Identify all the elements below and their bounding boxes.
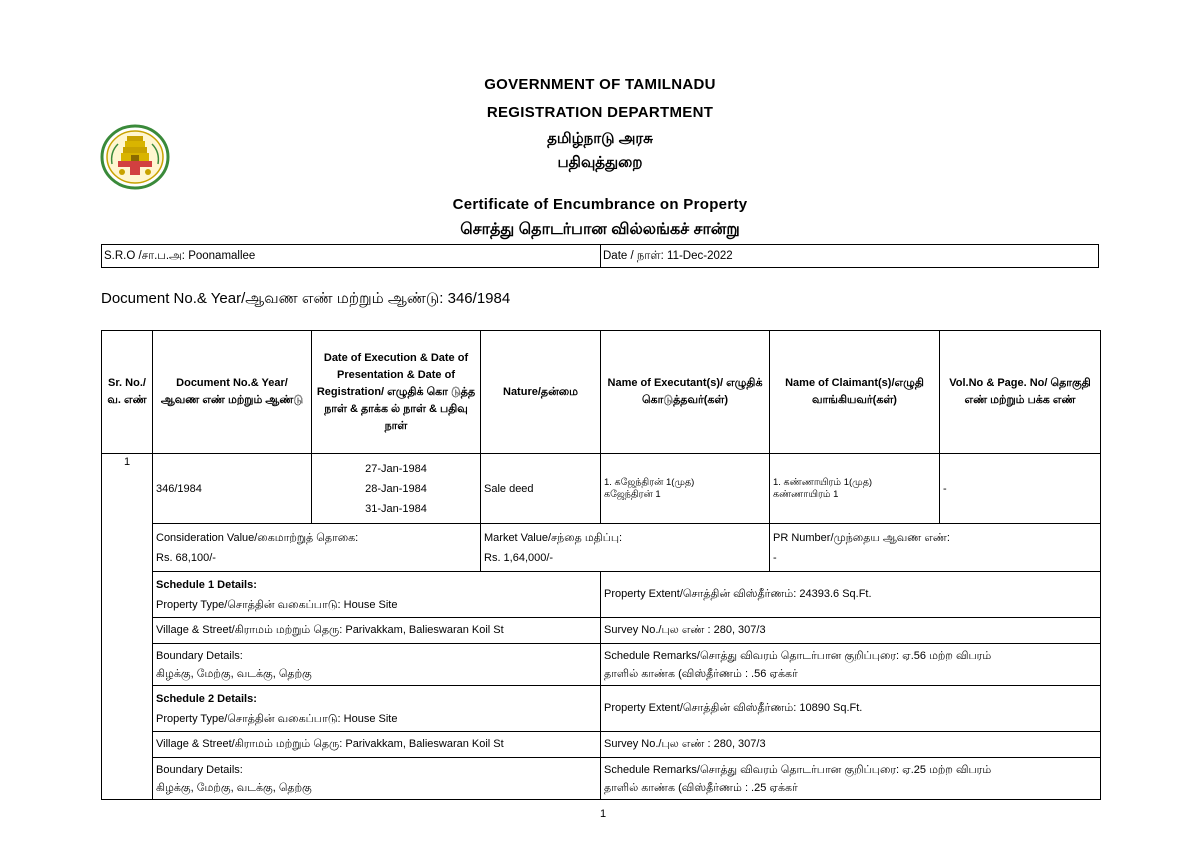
market-value-value: Rs. 1,64,000/-	[484, 551, 554, 564]
schedule-1-row-b	[102, 618, 1101, 644]
executant-line-2: கஜேந்திரன் 1	[604, 488, 661, 500]
consideration-value: Rs. 68,100/-	[156, 551, 216, 564]
schedule-1-boundary-value: கிழக்கு, மேற்கு, வடக்கு, தெற்கு	[156, 667, 312, 680]
schedule-1-remarks-line-2: தாளில் காண்க (விஸ்தீர்ணம் : .56 ஏக்கர்	[604, 667, 798, 680]
header-document-no: Document No.& Year/ ஆவண எண் மற்றும் ஆண்டு	[153, 331, 312, 454]
schedule-2-remarks	[601, 758, 1101, 800]
consideration-label: Consideration Value/கைமாற்றுத் தொகை:	[156, 531, 359, 544]
schedule-1-title: Schedule 1 Details:	[156, 578, 257, 591]
tamilnadu-emblem-icon	[100, 124, 170, 190]
header-dates: Date of Execution & Date of Presentation & Date of Registration/ எழுதிக் கொ டுத்த நாள் & தாக்க ல் நாள் & பதிவு நாள்	[312, 331, 481, 454]
row-sr-spacer	[102, 524, 153, 572]
schedule-1-row-c	[102, 644, 1101, 686]
row-sr-spacer	[102, 732, 153, 758]
schedule-2-survey: Survey No./புல எண் : 280, 307/3	[601, 732, 1101, 758]
header-vol-page: Vol.No & Page. No/ தொகுதி எண் மற்றும் பக்க எண்	[940, 331, 1101, 454]
document-number-year: Document No.& Year/ஆவண எண் மற்றும் ஆண்டு: 346/1984	[101, 290, 511, 307]
schedule-2-row-b	[102, 732, 1101, 758]
schedule-2-row-c	[102, 758, 1101, 800]
row-claimant	[770, 454, 940, 524]
schedule-2-boundary	[153, 758, 601, 800]
consideration-cell	[153, 524, 481, 572]
encumbrance-table	[101, 330, 1101, 800]
schedule-2-type-cell	[153, 686, 601, 732]
schedule-1-remarks-line-1: Schedule Remarks/சொத்து விவரம் தொடர்பான குறிப்புரை: ஏ.56 மற்ற விபரம்	[604, 649, 992, 662]
header-executant: Name of Executant(s)/ எழுதிக் கொடுத்தவர்(கள்)	[601, 331, 770, 454]
value-row	[102, 524, 1101, 572]
header-nature: Nature/தன்மை	[481, 331, 601, 454]
schedule-1-remarks	[601, 644, 1101, 686]
header-sr-no: Sr. No./ வ. எண்	[102, 331, 153, 454]
row-sr-spacer	[102, 644, 153, 686]
row-sr-no: 1	[102, 454, 153, 524]
row-nature: Sale deed	[481, 454, 601, 524]
schedule-1-row-a	[102, 572, 1101, 618]
row-sr-spacer	[102, 758, 153, 800]
sro-office: S.R.O /சா.ப.அ: Poonamallee	[104, 250, 256, 262]
sro-divider	[600, 245, 601, 267]
schedule-1-extent: Property Extent/சொத்தின் விஸ்தீர்ணம்: 24393.6 Sq.Ft.	[601, 572, 1101, 618]
row-document-no: 346/1984	[153, 454, 312, 524]
date-registration: 31-Jan-1984	[365, 502, 427, 515]
sro-date: Date / நாள்: 11-Dec-2022	[603, 250, 733, 262]
table-row	[102, 454, 1101, 524]
schedule-1-type-cell	[153, 572, 601, 618]
schedule-2-remarks-line-2: தாளில் காண்க (விஸ்தீர்ணம் : .25 ஏக்கர்	[604, 781, 798, 794]
schedule-2-remarks-line-1: Schedule Remarks/சொத்து விவரம் தொடர்பான குறிப்புரை: ஏ.25 மற்ற விபரம்	[604, 763, 992, 776]
schedule-1-survey: Survey No./புல எண் : 280, 307/3	[601, 618, 1101, 644]
schedule-1-boundary	[153, 644, 601, 686]
table-header-row	[102, 331, 1101, 454]
claimant-line-1: 1. கண்ணாயிரம் 1(முத)	[773, 476, 873, 488]
schedule-2-property-type: Property Type/சொத்தின் வகைப்பாடு: House Site	[156, 712, 398, 725]
pr-number-label: PR Number/முந்தைய ஆவண எண்:	[773, 531, 950, 544]
header-government-tamil: தமிழ்நாடு அரசு	[547, 130, 653, 147]
row-dates	[312, 454, 481, 524]
certificate-title: Certificate of Encumbrance on Property	[452, 196, 748, 213]
row-sr-spacer	[102, 686, 153, 732]
schedule-1-property-type: Property Type/சொத்தின் வகைப்பாடு: House Site	[156, 598, 398, 611]
pr-number-cell	[770, 524, 1101, 572]
row-sr-spacer	[102, 572, 153, 618]
row-sr-spacer	[102, 618, 153, 644]
schedule-1-village: Village & Street/கிராமம் மற்றும் தெரு: Parivakkam, Balieswaran Koil St	[153, 618, 601, 644]
certificate-title-tamil: சொத்து தொடர்பான வில்லங்கச் சான்று	[460, 221, 740, 238]
schedule-2-village: Village & Street/கிராமம் மற்றும் தெரு: Parivakkam, Balieswaran Koil St	[153, 732, 601, 758]
header-department: REGISTRATION DEPARTMENT	[486, 104, 714, 121]
schedule-2-boundary-value: கிழக்கு, மேற்கு, வடக்கு, தெற்கு	[156, 781, 312, 794]
executant-line-1: 1. கஜேந்திரன் 1(முத)	[604, 476, 695, 488]
row-vol-page: -	[940, 454, 1101, 524]
schedule-2-extent: Property Extent/சொத்தின் விஸ்தீர்ணம்: 10890 Sq.Ft.	[601, 686, 1101, 732]
schedule-2-row-a	[102, 686, 1101, 732]
schedule-1-boundary-label: Boundary Details:	[156, 649, 243, 662]
pr-number-value: -	[773, 551, 777, 564]
date-execution: 27-Jan-1984	[365, 462, 427, 475]
header-claimant: Name of Claimant(s)/எழுதி வாங்கியவர்(கள்)	[770, 331, 940, 454]
sro-bar	[101, 244, 1099, 268]
market-value-cell	[481, 524, 770, 572]
schedule-2-boundary-label: Boundary Details:	[156, 763, 243, 776]
header-government: GOVERNMENT OF TAMILNADU	[484, 76, 716, 93]
market-value-label: Market Value/சந்தை மதிப்பு:	[484, 531, 623, 544]
claimant-line-2: கண்ணாயிரம் 1	[773, 488, 839, 500]
header-department-tamil: பதிவுத்துறை	[557, 154, 643, 171]
row-executant	[601, 454, 770, 524]
schedule-2-title: Schedule 2 Details:	[156, 692, 257, 705]
date-presentation: 28-Jan-1984	[365, 482, 427, 495]
page-number: 1	[600, 808, 607, 820]
